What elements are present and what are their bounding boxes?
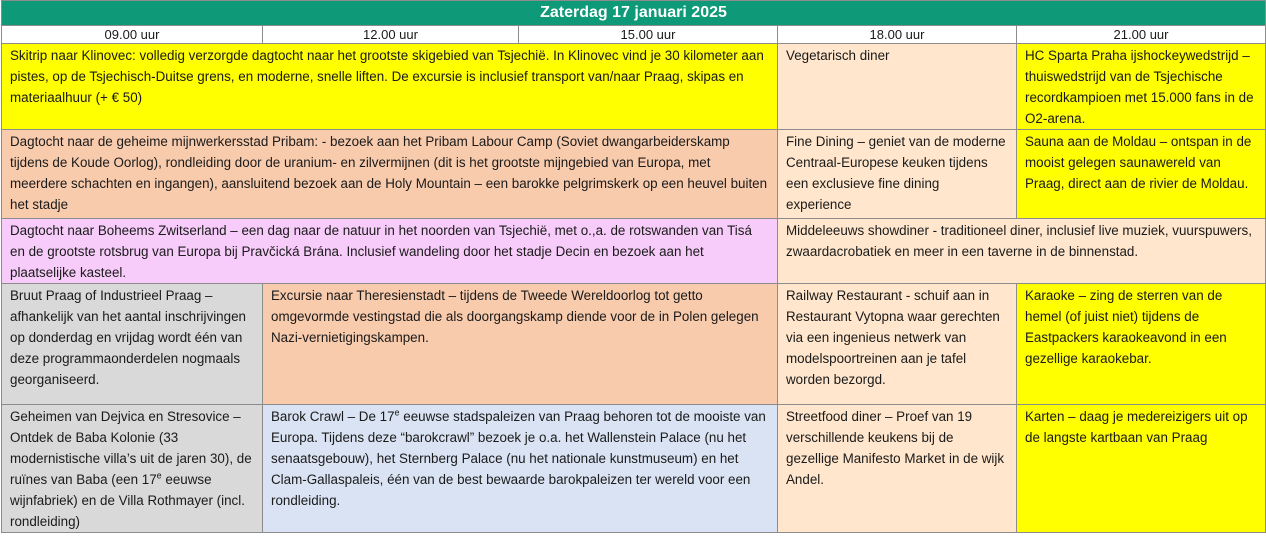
time-1200: 12.00 uur xyxy=(263,26,519,44)
program-row-3 xyxy=(2,219,1266,284)
railway-restaurant-cell: Railway Restaurant - schuif aan in Restaurant Vytopna waar gerechten via een ingenieus netwerk van modelspoortreinen aan je tafel worden bezorgd. xyxy=(778,284,1017,405)
barok-text-a: Barok Crawl – De 17 xyxy=(271,409,395,424)
pribam-dagtocht-cell: Dagtocht naar de geheime mijnwerkersstad Pribam: - bezoek aan het Pribam Labour Camp (Soviet dwangarbeiderskamp tijdens de Koude Oorlog), rondleiding door de uranium- en zilvermijnen (dit is het grootste mijngebied van Europa, met meerdere schachten en ingangen), aansluitend bezoek aan de Holy Mountain – een barokke pelgrimskerk op een heuvel buiten het stadje xyxy=(2,130,778,219)
schedule-table xyxy=(1,0,1266,533)
schedule-sheet xyxy=(1,0,1265,533)
program-row-5 xyxy=(2,405,1266,533)
middeleeuws-showdiner-cell: Middeleeuws showdiner - traditioneel diner, inclusief live muziek, vuurspuwers, zwaardacrobatiek en meer in een taverne in de binnenstad. xyxy=(778,219,1266,284)
bruut-praag-cell: Bruut Praag of Industrieel Praag – afhankelijk van het aantal inschrijvingen op donderdag en vrijdag wordt één van deze programmaonderdelen nogmaals georganiseerd. xyxy=(2,284,263,405)
streetfood-diner-cell: Streetfood diner – Proef van 19 verschillende keukens bij de gezellige Manifesto Market in de wijk Andel. xyxy=(778,405,1017,533)
dejvica-stresovice-cell xyxy=(2,405,263,533)
barok-crawl-cell xyxy=(263,405,778,533)
time-1800: 18.00 uur xyxy=(778,26,1017,44)
time-header-row xyxy=(2,26,1266,44)
karaoke-cell: Karaoke – zing de sterren van de hemel (of juist niet) tijdens de Eastpackers karaokeavond in een gezellige karaokebar. xyxy=(1017,284,1266,405)
program-row-4 xyxy=(2,284,1266,405)
program-row-1 xyxy=(2,44,1266,130)
vegetarisch-diner-cell: Vegetarisch diner xyxy=(778,44,1017,130)
karten-cell: Karten – daag je medereizigers uit op de langste kartbaan van Praag xyxy=(1017,405,1266,533)
barok-superscript: e xyxy=(394,407,400,418)
dejvica-text-b: eeuwse wijnfabriek) en de Villa Rothmayer (incl. rondleiding) xyxy=(10,472,245,529)
time-1500: 15.00 uur xyxy=(519,26,778,44)
program-row-2 xyxy=(2,130,1266,219)
theresienstadt-cell: Excursie naar Theresienstadt – tijdens de Tweede Wereldoorlog tot getto omgevormde vestingstad die als doorgangskamp diende voor de in Polen gelegen Nazi-vernietigingskampen. xyxy=(263,284,778,405)
ijshockey-cell: HC Sparta Praha ijshockeywedstrijd – thuiswedstrijd van de Tsjechische recordkampioen met 15.000 fans in de O2-arena. xyxy=(1017,44,1266,130)
sauna-moldau-cell: Sauna aan de Moldau – ontspan in de mooist gelegen saunawereld van Praag, direct aan de rivier de Moldau. xyxy=(1017,130,1266,219)
skitrip-klinovec-cell: Skitrip naar Klinovec: volledig verzorgde dagtocht naar het grootste skigebied van Tsjechië. In Klinovec vind je 30 kilometer aan pistes, op de Tsjechisch-Duitse grens, en moderne, snelle liften. De excursie is inclusief transport van/naar Praag, skipas en materiaalhuur (+ € 50) xyxy=(2,44,778,130)
barok-text-b: eeuwse stadspaleizen van Praag behoren tot de mooiste van Europa. Tijdens deze “barokcrawl” bezoek je o.a. het Wallenstein Palace (nu het senaatsgebouw), het Sternberg Palace (nu het nationale kunstmuseum) en het Clam-Gallaspaleis, één van de best bewaarde barokpaleizen ter wereld voor een rondleiding. xyxy=(271,409,766,508)
time-0900: 09.00 uur xyxy=(2,26,263,44)
time-2100: 21.00 uur xyxy=(1017,26,1266,44)
dejvica-text-a: Geheimen van Dejvica en Stresovice – Ontdek de Baba Kolonie (33 modernistische villa’s uit de jaren 30), de ruïnes van Baba (een 17 xyxy=(10,409,252,487)
fine-dining-cell: Fine Dining – geniet van de moderne Centraal-Europese keuken tijdens een exclusieve fine dining experience xyxy=(778,130,1017,219)
day-title: Zaterdag 17 januari 2025 xyxy=(2,1,1266,26)
dejvica-superscript: e xyxy=(156,470,162,481)
boheems-zwitserland-cell: Dagtocht naar Boheems Zwitserland – een dag naar de natuur in het noorden van Tsjechië, met o.,a. de rotswanden van Tisá en de grootste rotsbrug van Europa bij Pravčická Brána. Inclusief wandeling door het stadje Decin en bezoek aan het plaatselijke kasteel. xyxy=(2,219,778,284)
title-row xyxy=(2,1,1266,26)
